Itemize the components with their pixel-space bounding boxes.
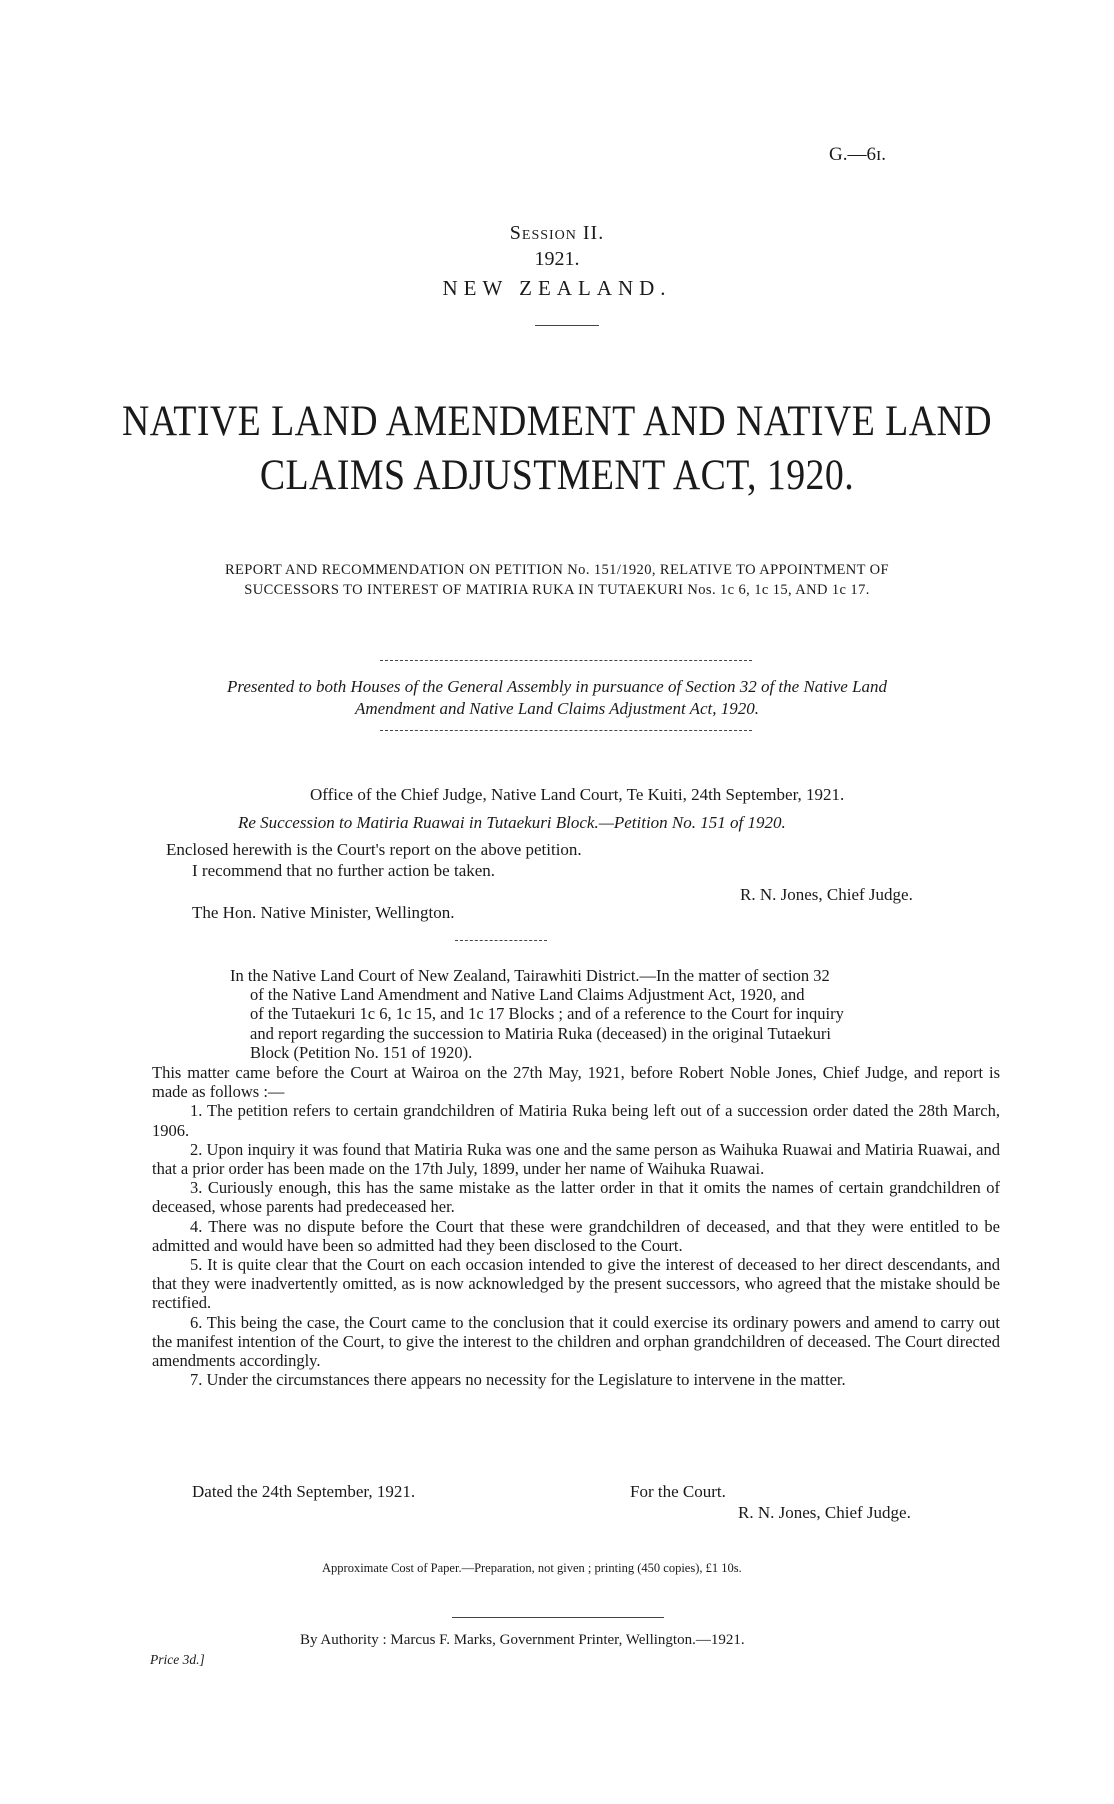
session-label: Session II. [509, 222, 605, 244]
authority-line: By Authority : Marcus F. Marks, Government Printer, Wellington.—1921. [300, 1632, 745, 1648]
title-line-1: NATIVE LAND AMENDMENT AND NATIVE LAND [121, 398, 993, 445]
divider-rule [380, 730, 752, 731]
report-signature: R. N. Jones, Chief Judge. [738, 1503, 911, 1522]
price-label: Price 3d.] [150, 1652, 205, 1667]
title-line-2: CLAIMS ADJUSTMENT ACT, 1920. [259, 452, 855, 499]
enclosed-line: Enclosed herewith is the Court's report on the above petition. [166, 840, 582, 859]
report-intro: This matter came before the Court at Wairoa on the 27th May, 1921, before Robert Noble Jones, Chief Judge, and report is made as follows :— [152, 1063, 1000, 1102]
document-title [67, 395, 1047, 503]
report-heading-line: of the Tutaekuri 1c 6, 1c 15, and 1c 17 Blocks ; and of a reference to the Court for inquiry [250, 1004, 844, 1024]
divider-rule [380, 660, 752, 661]
addressee: The Hon. Native Minister, Wellington. [192, 903, 455, 922]
presentation-line-2: Amendment and Native Land Claims Adjustment Act, 1920. [354, 699, 760, 718]
report-paragraph: 3. Curiously enough, this has the same mistake as the latter order in that it omits the names of certain grandchildren of deceased, whose parents had predeceased her. [152, 1178, 1000, 1217]
document-subtitle [0, 560, 1114, 600]
office-line: Office of the Chief Judge, Native Land Court, Te Kuiti, 24th September, 1921. [310, 785, 845, 804]
re-line: Re Succession to Matiria Ruawai in Tutaekuri Block.—Petition No. 151 of 1920. [238, 813, 786, 832]
cost-note: Approximate Cost of Paper.—Preparation, not given ; printing (450 copies), £1 10s. [322, 1561, 742, 1575]
divider-rule [535, 325, 599, 326]
divider-rule [455, 940, 547, 941]
divider-rule [452, 1617, 664, 1618]
report-heading-line: and report regarding the succession to Matiria Ruka (deceased) in the original Tutaekuri [250, 1023, 831, 1043]
report-paragraph: 7. Under the circumstances there appears no necessity for the Legislature to intervene in the matter. [190, 1370, 846, 1390]
dated-line: Dated the 24th September, 1921. [192, 1482, 416, 1501]
for-court-line: For the Court. [630, 1482, 726, 1501]
report-paragraph: 4. There was no dispute before the Court that these were grandchildren of deceased, and that they were entitled to be admitted and would have been so admitted had they been disclosed to the Court. [152, 1216, 1000, 1255]
subtitle-line-2: SUCCESSORS TO INTEREST OF MATIRIA RUKA IN TUTAEKURI Nos. 1c 6, 1c 15, AND 1c 17. [244, 582, 870, 598]
paper-reference: G.—6ɪ. [829, 144, 886, 165]
subtitle-line-1: REPORT AND RECOMMENDATION ON PETITION No. 151/1920, RELATIVE TO APPOINTMENT OF [224, 562, 890, 578]
report-body [152, 1063, 1000, 1389]
report-heading [230, 966, 1000, 1062]
report-paragraph: 5. It is quite clear that the Court on each occasion intended to give the interest of deceased to her direct descendants, and that they were inadvertently omitted, as is now acknowledged by the present successors, who agreed that the mistake should be rectified. [152, 1255, 1000, 1313]
session-year: 1921. [534, 248, 580, 270]
country-heading: NEW ZEALAND. [442, 276, 672, 300]
report-paragraph: 6. This being the case, the Court came to the conclusion that it could exercise its ordinary powers and amend to carry out the manifest intention of the Court, to give the interest to the children and orphan grandchildren of deceased. The Court directed amendments accordingly. [152, 1312, 1000, 1371]
report-heading-line: In the Native Land Court of New Zealand, Tairawhiti District.—In the matter of section 32 [230, 966, 830, 985]
report-paragraph: 1. The petition refers to certain grandchildren of Matiria Ruka being left out of a succession order dated the 28th March, 1906. [152, 1101, 1000, 1140]
report-paragraph: 2. Upon inquiry it was found that Matiria Ruka was one and the same person as Waihuka Ruawai and Matiria Ruawai, and that a prior order has been made on the 17th July, 1899, under her name of Waihuka Ruawai. [152, 1139, 1000, 1179]
presentation-note [0, 676, 1114, 720]
presentation-line-1: Presented to both Houses of the General Assembly in pursuance of Section 32 of the Native Land [226, 677, 888, 696]
recommendation-line: I recommend that no further action be taken. [192, 861, 496, 880]
letter-signature: R. N. Jones, Chief Judge. [740, 885, 913, 904]
report-heading-line: Block (Petition No. 151 of 1920). [250, 1042, 473, 1062]
report-heading-line: of the Native Land Amendment and Native Land Claims Adjustment Act, 1920, and [250, 985, 805, 1005]
